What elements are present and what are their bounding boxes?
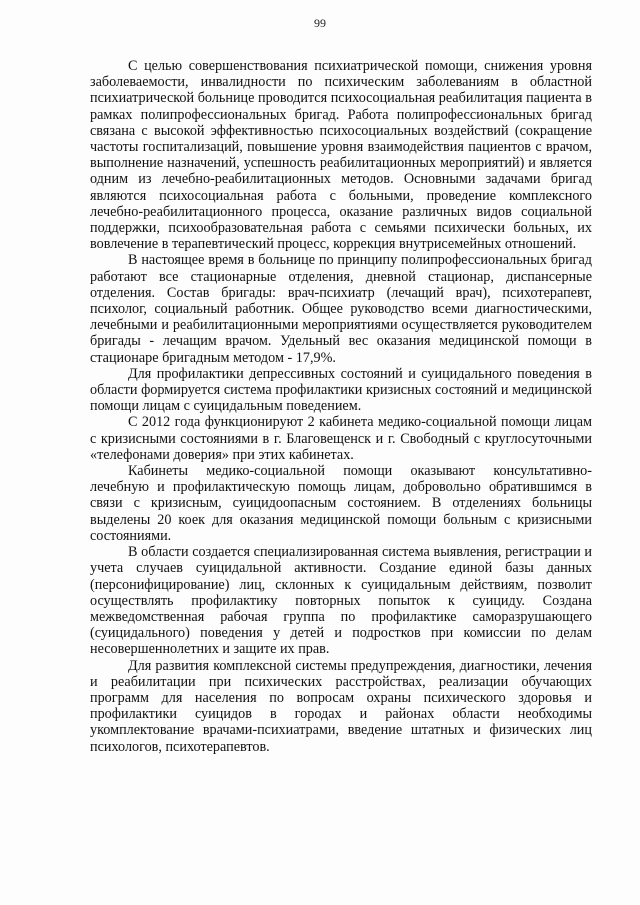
- page-number: 99: [314, 16, 326, 30]
- paragraph-crisis-offices: С 2012 года функционируют 2 кабинета медико-социальной помощи лицам с кризисными состояниями в г. Благовещенск и г. Свободный с круглосуточными «телефонами доверия» при этих кабинетах.: [90, 414, 592, 463]
- paragraph-brigade-composition: В настоящее время в больнице по принципу полипрофессиональных бригад работают все стационарные отделения, дневной стационар, диспансерные отделения. Состав бригады: врач-психиатр (лечащий врач), психотерапевт, психолог, социальный работник. Общее руководство всеми диагностическими, лечебными и реабилитационными мероприятиями осуществляется руководителем бригады - лечащим врачом. Удельный вес оказания медицинской помощи в стационаре бригадным методом - 17,9%.: [90, 252, 592, 366]
- paragraph-suicide-registry: В области создается специализированная система выявления, регистрации и учета случаев суицидальной активности. Создание единой базы данных (персонифицирование) лиц, склонных к суицидальным действиям, позволит осуществлять профилактику повторных попыток к суициду. Создана межведомственная рабочая группа по профилактике саморазрушающего (суицидального) поведения у детей и подростков при комиссии по делам несовершеннолетних и защите их прав.: [90, 544, 592, 658]
- paragraph-staffing-needs: Для развития комплексной системы предупреждения, диагностики, лечения и реабилитации при психических расстройствах, реализации обучающих программ для населения по вопросам охраны психического здоровья и профилактики суицидов в городах и районах области необходимы укомплектование врачами-психиатрами, введение штатных и физических лиц психологов, психотерапевтов.: [90, 657, 592, 755]
- document-body: [90, 58, 592, 755]
- paragraph-rehabilitation-brigades: С целью совершенствования психиатрической помощи, снижения уровня заболеваемости, инвалидности по психическим заболеваниям в областной психиатрической больнице проводится психосоциальная реабилитация пациента в рамках полипрофессиональных бригад. Работа полипрофессиональных бригад связана с высокой эффективностью психосоциальных воздействий (сокращение частоты госпитализаций, повышение уровня взаимодействия пациентов с врачом, выполнение назначений, успешность реабилитационных мероприятий) и является одним из лечебно-реабилитационных методов. Основными задачами бригад являются психосоциальная работа с больными, проведение комплексного лечебно-реабилитационного процесса, оказание различных видов социальной поддержки, психообразовательная работа с семьями психически больных, их вовлечение в терапевтический процесс, коррекция внутрисемейных отношений.: [90, 58, 592, 253]
- paragraph-consultative-help: Кабинеты медико-социальной помощи оказывают консультативно-лечебную и профилактическую помощь лицам, добровольно обратившимся в связи с кризисным, суицидоопасным состоянием. В отделениях больницы выделены 20 коек для оказания медицинской помощи больным с кризисными состояниями.: [90, 463, 592, 544]
- paragraph-depression-prevention: Для профилактики депрессивных состояний и суицидального поведения в области формируется система профилактики кризисных состояний и медицинской помощи лицам с суицидальным поведением.: [90, 365, 592, 415]
